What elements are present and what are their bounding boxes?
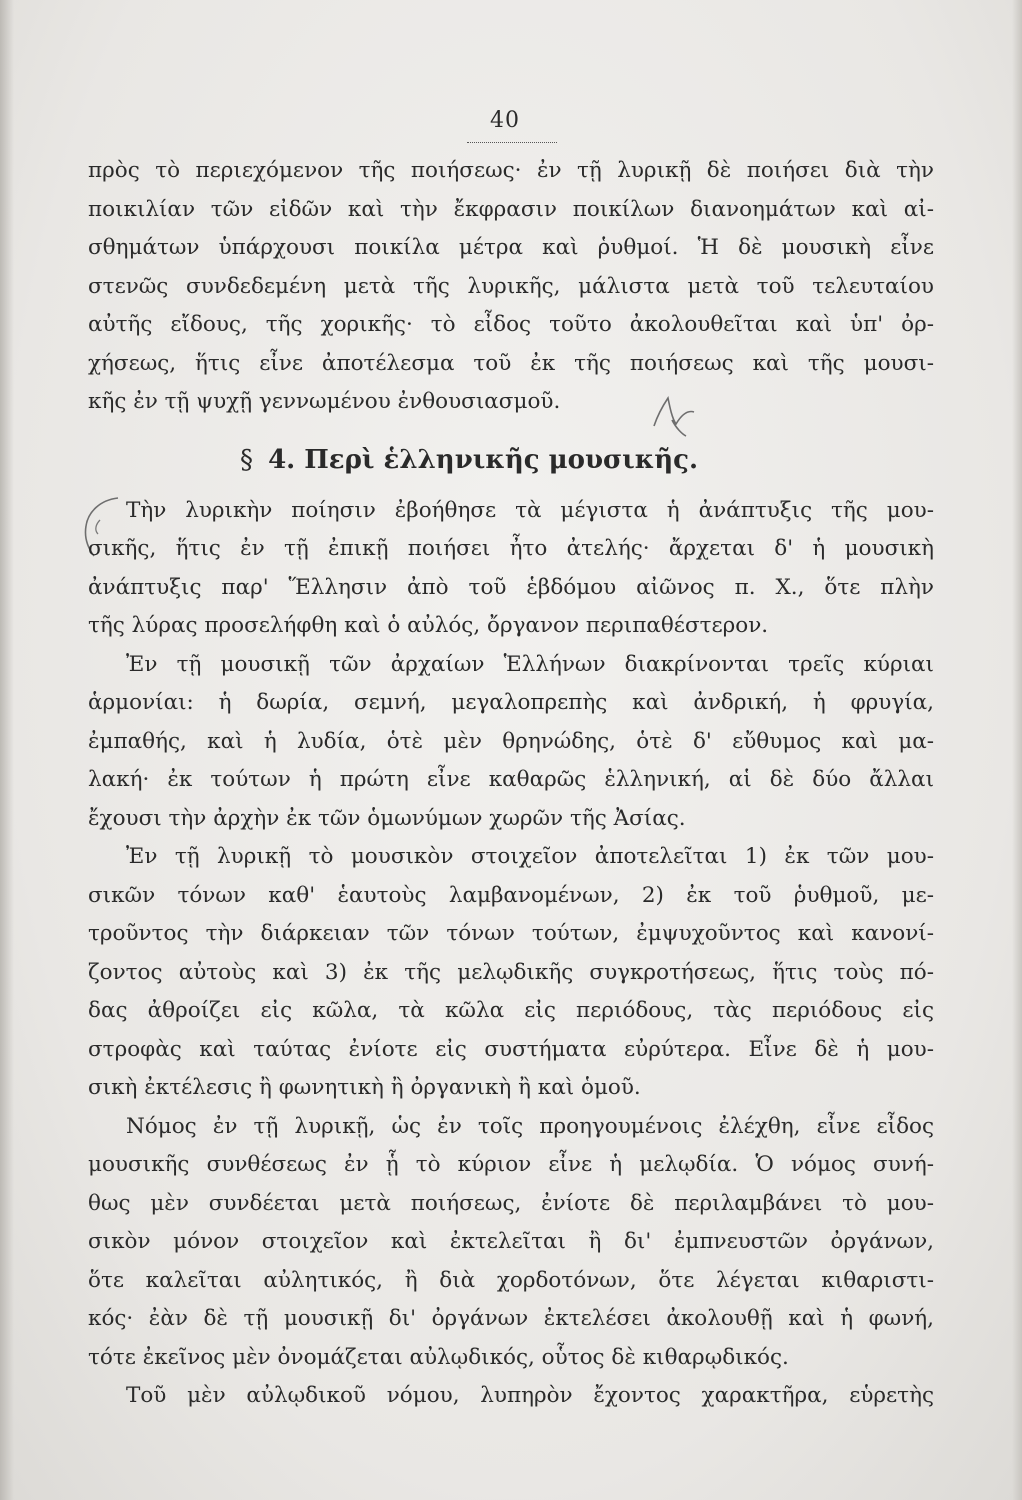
page-number-rule [467, 142, 557, 143]
text-line: ἔχουσι τὴν ἀρχὴν ἐκ τῶν ὁμωνύμων χωρῶν τῆς Ἀσίας. [88, 805, 686, 831]
text-line: αὐτῆς εἴδους, τῆς χορικῆς· τὸ εἶδος τοῦτο ἀκολουθεῖται καὶ ὑπ' ὀρ- [88, 312, 934, 337]
section-title: 4. Περὶ ἑλληνικῆς μουσικῆς. [268, 444, 699, 475]
text-line: θως μὲν συνδέεται μετὰ ποιήσεως, ἐνίοτε δὲ περιλαμβάνει τὸ μου- [88, 1190, 934, 1216]
text-line: μουσικῆς συνθέσεως ἐν ᾗ τὸ κύριον εἶνε ἡ μελῳδία. Ὁ νόμος συνή- [88, 1152, 934, 1177]
text-line: Τὴν λυρικὴν ποίησιν ἐβοήθησε τὰ μέγιστα ἡ ἀνάπτυξις τῆς μου- [126, 497, 934, 523]
text-line: Ἐν τῇ μουσικῇ τῶν ἀρχαίων Ἑλλήνων διακρίνονται τρεῖς κύριαι [126, 651, 934, 677]
section-symbol: § [240, 444, 253, 475]
page-edge-shadow-right [1012, 0, 1022, 1500]
text-line: στενῶς συνδεδεμένη μετὰ τῆς λυρικῆς, μάλιστα μετὰ τοῦ τελευταίου [88, 273, 934, 299]
paragraph-2 [88, 492, 934, 646]
text-line: ποικιλίαν τῶν εἰδῶν καὶ τὴν ἔκφρασιν ποικίλων διανοημάτων καὶ αἰ- [88, 196, 934, 222]
paragraph-5 [88, 1108, 934, 1378]
text-line: Ἐν τῇ λυρικῇ τὸ μουσικὸν στοιχεῖον ἀποτελεῖται 1) ἐκ τῶν μου- [126, 844, 934, 869]
text-line: τῆς λύρας προσελήφθη καὶ ὁ αὐλός, ὄργανον περιπαθέστερον. [88, 613, 769, 638]
paragraph-4 [88, 838, 934, 1108]
text-line: σικὴ ἐκτέλεσις ἢ φωνητικὴ ἢ ὀργανικὴ ἢ καὶ ὁμοῦ. [88, 1075, 641, 1100]
paragraph-1 [88, 152, 934, 422]
text-line: ἀνάπτυξις παρ' Ἕλλησιν ἀπὸ τοῦ ἑβδόμου αἰῶνος π. Χ., ὅτε πλὴν [88, 574, 934, 600]
text-line: ἐμπαθής, καὶ ἡ λυδία, ὁτὲ μὲν θρηνώδης, ὁτὲ δ' εὔθυμος καὶ μα- [88, 728, 934, 754]
text-line: λακή· ἐκ τούτων ἡ πρώτη εἶνε καθαρῶς ἑλληνική, αἱ δὲ δύο ἄλλαι [88, 767, 934, 792]
text-line: κός· ἐὰν δὲ τῇ μουσικῇ δι' ὀργάνων ἐκτελέσει ἀκολουθῇ καὶ ἡ φωνή, [88, 1306, 934, 1331]
paragraph-3 [88, 646, 934, 839]
text-line: κῆς ἐν τῇ ψυχῇ γεννωμένου ἐνθουσιασμοῦ. [88, 389, 561, 414]
text-line: σικὸν μόνον στοιχεῖον καὶ ἐκτελεῖται ἢ δι' ἐμπνευστῶν ὀργάνων, [88, 1229, 934, 1254]
main-text [88, 152, 934, 1416]
text-line: ἁρμονίαι: ἡ δωρία, σεμνή, μεγαλοπρεπὴς καὶ ἀνδρική, ἡ φρυγία, [88, 690, 934, 715]
text-line: Τοῦ μὲν αὐλῳδικοῦ νόμου, λυπηρὸν ἔχοντος χαρακτῆρα, εὑρετὴς [126, 1383, 934, 1408]
page-number: 40 [490, 108, 520, 133]
text-line: χήσεως, ἥτις εἶνε ἀποτέλεσμα τοῦ ἐκ τῆς ποιήσεως καὶ τῆς μουσι- [88, 350, 934, 376]
text-line: πρὸς τὸ περιεχόμενον τῆς ποιήσεως· ἐν τῇ λυρικῇ δὲ ποιήσει διὰ τὴν [88, 158, 934, 183]
page-edge-shadow-left [0, 0, 14, 1500]
text-line: Νόμος ἐν τῇ λυρικῇ, ὡς ἐν τοῖς προηγουμένοις ἐλέχθη, εἶνε εἶδος [126, 1113, 934, 1139]
text-line: ὅτε καλεῖται αὐλητικός, ἢ διὰ χορδοτόνων, ὅτε λέγεται κιθαριστι- [88, 1267, 934, 1293]
paragraph-6 [88, 1377, 934, 1416]
text-line: ζοντος αὐτοὺς καὶ 3) ἐκ τῆς μελῳδικῆς συγκροτήσεως, ἥτις τοὺς πό- [88, 959, 934, 985]
section-heading [88, 428, 934, 492]
text-line: τότε ἐκεῖνος μὲν ὀνομάζεται αὐλῳδικός, οὗτος δὲ κιθαρῳδικός. [88, 1344, 789, 1370]
text-line: σθημάτων ὑπάρχουσι ποικίλα μέτρα καὶ ῥυθμοί. Ἡ δὲ μουσικὴ εἶνε [88, 235, 934, 260]
text-line: δας ἀθροίζει εἰς κῶλα, τὰ κῶλα εἰς περιόδους, τὰς περιόδους εἰς [88, 998, 934, 1023]
text-line: στροφὰς καὶ ταύτας ἐνίοτε εἰς συστήματα εὐρύτερα. Εἶνε δὲ ἡ μου- [88, 1036, 934, 1062]
text-line: σικῆς, ἥτις ἐν τῇ ἐπικῇ ποιήσει ἦτο ἀτελής· ἄρχεται δ' ἡ μουσικὴ [88, 536, 934, 561]
text-line: σικῶν τόνων καθ' ἑαυτοὺς λαμβανομένων, 2) ἐκ τοῦ ῥυθμοῦ, με- [88, 882, 934, 908]
text-line: τροῦντος τὴν διάρκειαν τῶν τόνων τούτων, ἐμψυχοῦντος καὶ κανονί- [88, 921, 934, 946]
